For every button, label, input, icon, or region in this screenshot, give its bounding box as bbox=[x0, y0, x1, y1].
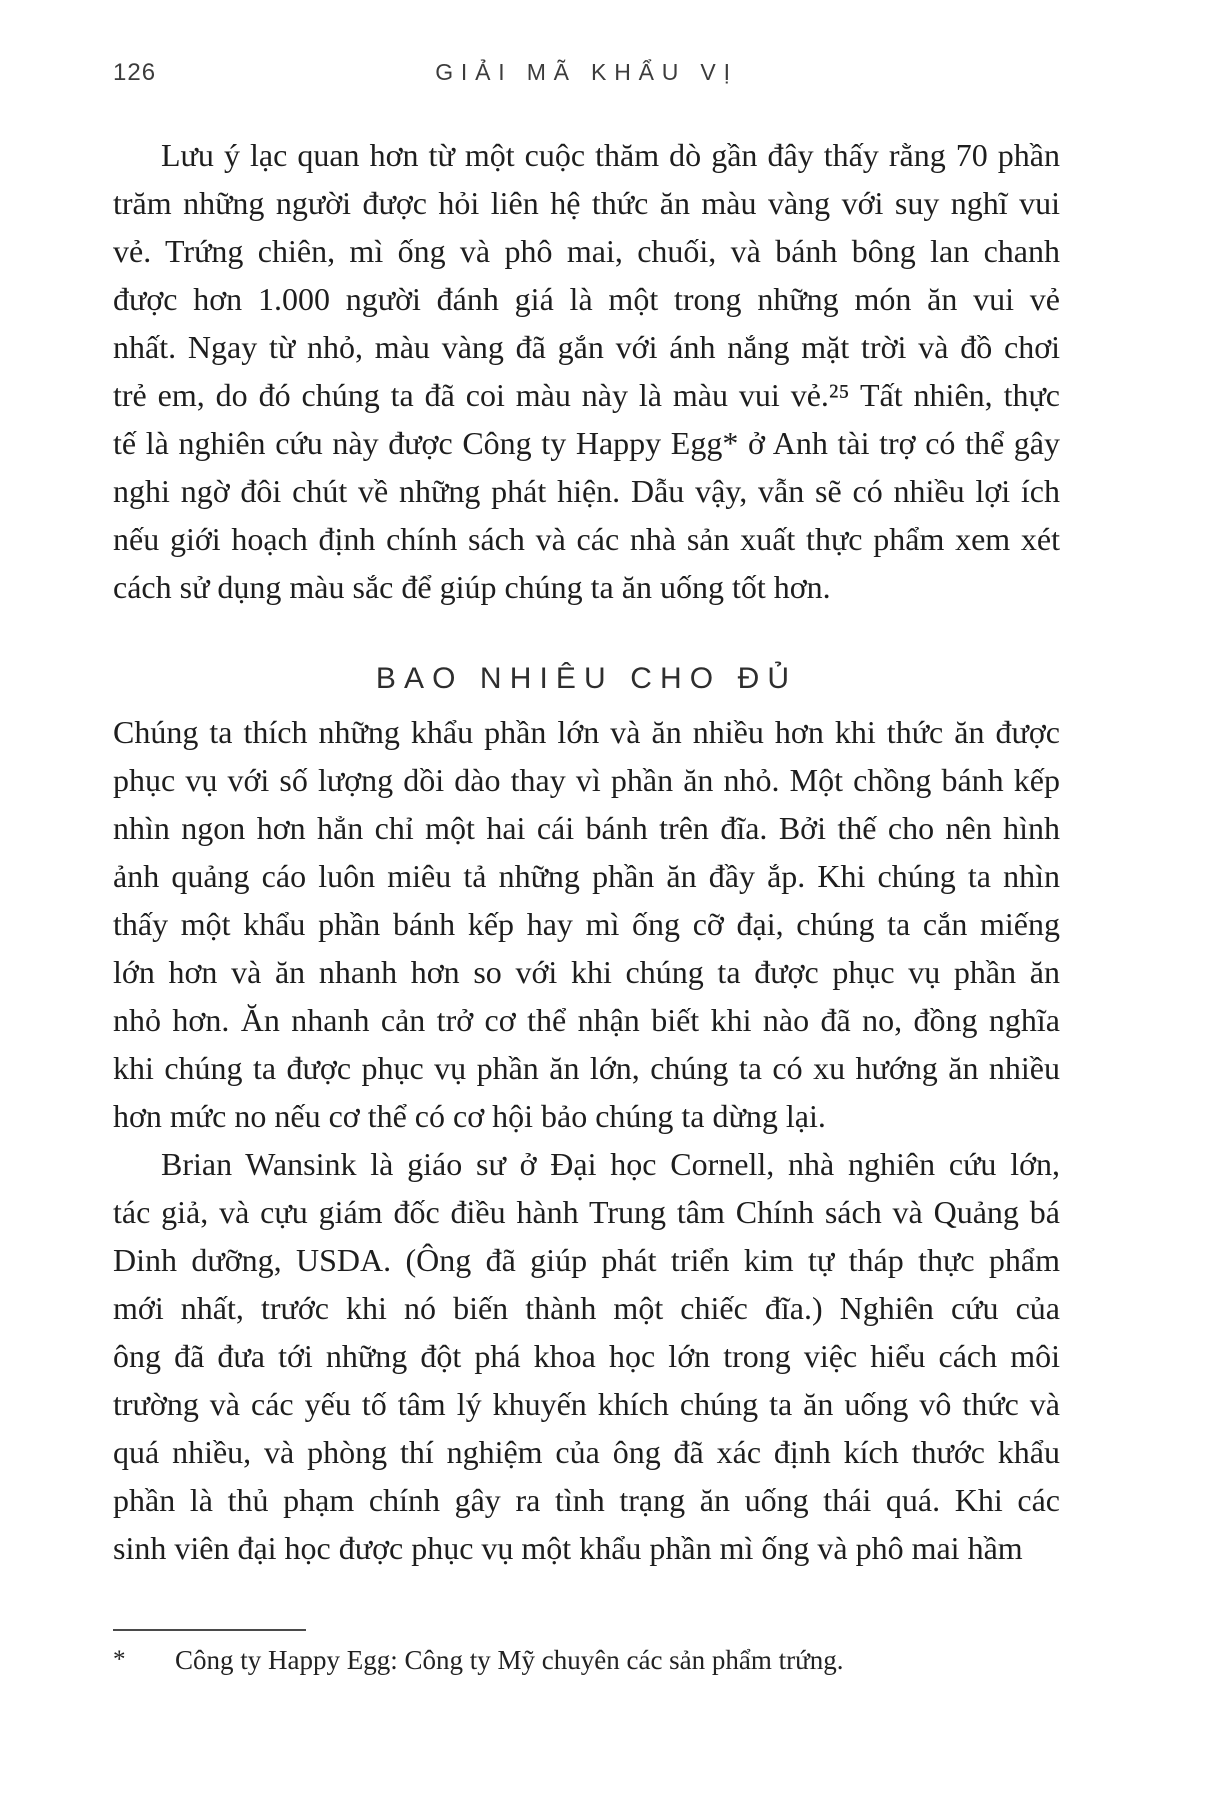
text-line: ảnh quảng cáo luôn miêu tả những phần ăn đầy ắp. Khi chúng ta nhìn bbox=[113, 858, 1060, 894]
running-header bbox=[113, 57, 1060, 91]
text-line: quá nhiều, và phòng thí nghiệm của ông đã xác định kích thước khẩu bbox=[113, 1434, 1060, 1470]
text-line: phần là thủ phạm chính gây ra tình trạng ăn uống thái quá. Khi các bbox=[113, 1482, 1060, 1518]
text-line: nhất. Ngay từ nhỏ, màu vàng đã gắn với ánh nắng mặt trời và đồ chơi bbox=[113, 329, 1060, 365]
text-line: Lưu ý lạc quan hơn từ một cuộc thăm dò gần đây thấy rằng 70 phần bbox=[161, 137, 1060, 173]
text-line: trăm những người được hỏi liên hệ thức ăn màu vàng với suy nghĩ vui bbox=[113, 185, 1060, 221]
text-line: tế là nghiên cứu này được Công ty Happy Egg* ở Anh tài trợ có thể gây bbox=[113, 425, 1060, 461]
paragraph bbox=[113, 708, 1060, 1140]
text-line: nghi ngờ đôi chút về những phát hiện. Dẫu vậy, vẫn sẽ có nhiều lợi ích bbox=[113, 473, 1060, 509]
text-line: nếu giới hoạch định chính sách và các nhà sản xuất thực phẩm xem xét bbox=[113, 521, 1060, 557]
text-line: cách sử dụng màu sắc để giúp chúng ta ăn uống tốt hơn. bbox=[113, 569, 831, 605]
text-line: thấy một khẩu phần bánh kếp hay mì ống cỡ đại, chúng ta cắn miếng bbox=[113, 906, 1060, 942]
page-number: 126 bbox=[113, 59, 157, 86]
text-line: tác giả, và cựu giám đốc điều hành Trung tâm Chính sách và Quảng bá bbox=[113, 1194, 1060, 1230]
text-line: ông đã đưa tới những đột phá khoa học lớn trong việc hiểu cách môi bbox=[113, 1338, 1060, 1374]
footnote-rule bbox=[113, 1629, 306, 1631]
text-line: sinh viên đại học được phục vụ một khẩu phần mì ống và phô mai hầm bbox=[113, 1530, 1023, 1566]
text-line: phục vụ với số lượng dồi dào thay vì phần ăn nhỏ. Một chồng bánh kếp bbox=[113, 762, 1060, 798]
text-line: trẻ em, do đó chúng ta đã coi màu này là màu vui vẻ.²⁵ Tất nhiên, thực bbox=[113, 377, 1060, 413]
paragraph bbox=[113, 1140, 1060, 1572]
footnote-text: Công ty Happy Egg: Công ty Mỹ chuyên các sản phẩm trứng. bbox=[175, 1645, 844, 1675]
text-line: nhỏ hơn. Ăn nhanh cản trở cơ thể nhận biết khi nào đã no, đồng nghĩa bbox=[113, 1002, 1060, 1038]
text-line: Chúng ta thích những khẩu phần lớn và ăn nhiều hơn khi thức ăn được bbox=[113, 714, 1060, 750]
page-content bbox=[0, 57, 1221, 1677]
text-line: lớn hơn và ăn nhanh hơn so với khi chúng ta được phục vụ phần ăn bbox=[113, 954, 1060, 990]
text-line: hơn mức no nếu cơ thể có cơ hội bảo chúng ta dừng lại. bbox=[113, 1098, 826, 1134]
text-line: trường và các yếu tố tâm lý khuyến khích chúng ta ăn uống vô thức và bbox=[113, 1386, 1060, 1422]
text-line: Brian Wansink là giáo sư ở Đại học Cornell, nhà nghiên cứu lớn, bbox=[161, 1146, 1060, 1182]
running-title: GIẢI MÃ KHẨU VỊ bbox=[435, 59, 738, 85]
text-line: mới nhất, trước khi nó biến thành một chiếc đĩa.) Nghiên cứu của bbox=[113, 1290, 1060, 1326]
text-line: được hơn 1.000 người đánh giá là một trong những món ăn vui vẻ bbox=[113, 281, 1060, 317]
section-heading: BAO NHIÊU CHO ĐỦ bbox=[375, 662, 798, 695]
footnote bbox=[113, 1643, 1060, 1677]
text-line: nhìn ngon hơn hẳn chỉ một hai cái bánh trên đĩa. Bởi thế cho nên hình bbox=[113, 810, 1060, 846]
footnote-marker: * bbox=[113, 1646, 126, 1673]
text-line: khi chúng ta được phục vụ phần ăn lớn, chúng ta có xu hướng ăn nhiều bbox=[113, 1050, 1060, 1086]
text-line: vẻ. Trứng chiên, mì ống và phô mai, chuối, và bánh bông lan chanh bbox=[113, 233, 1060, 269]
paragraph bbox=[113, 131, 1060, 611]
text-line: Dinh dưỡng, USDA. (Ông đã giúp phát triển kim tự tháp thực phẩm bbox=[113, 1242, 1060, 1278]
